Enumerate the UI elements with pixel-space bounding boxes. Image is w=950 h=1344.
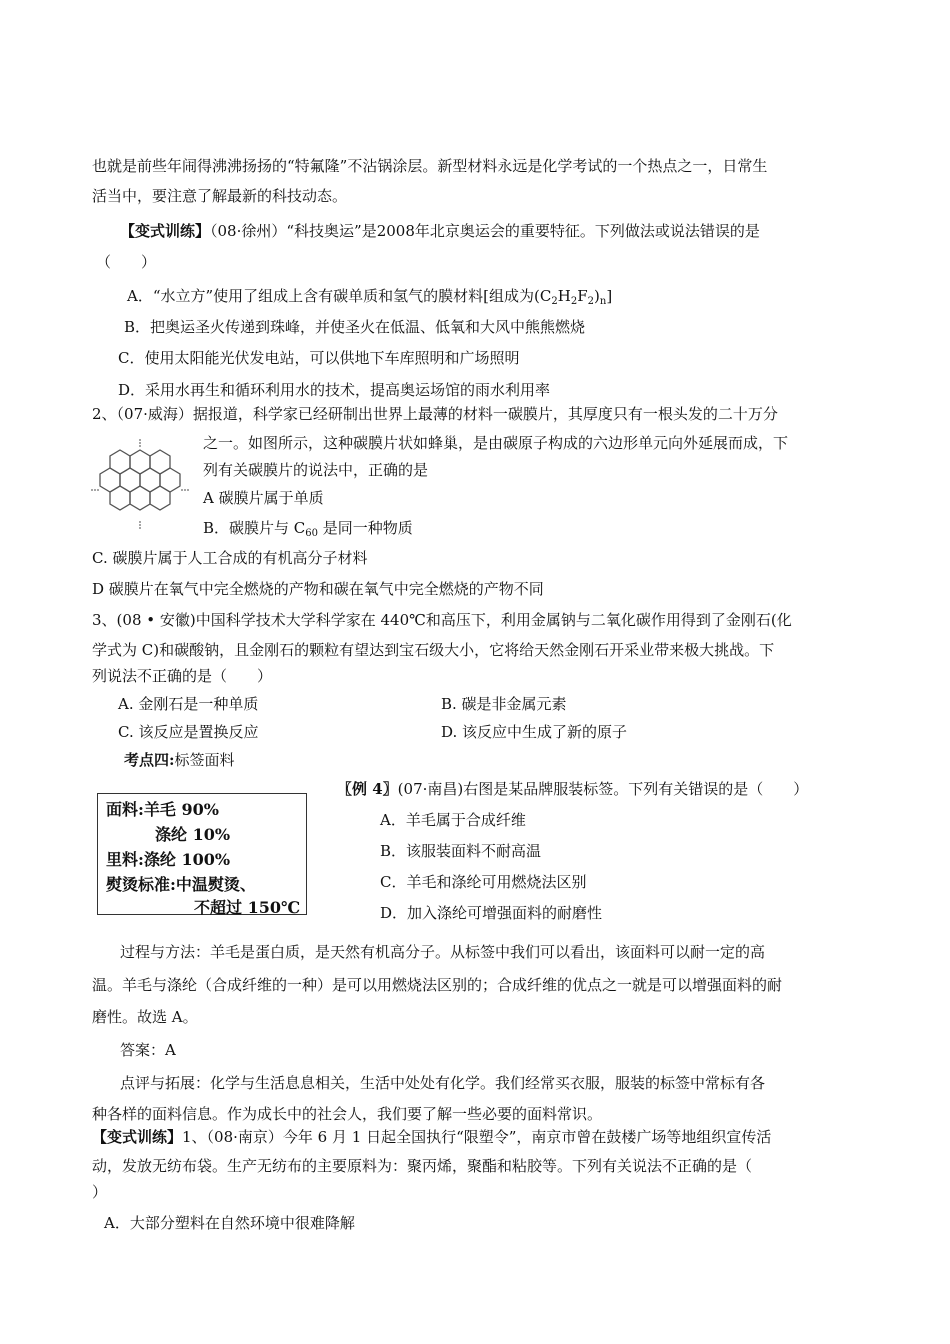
variant1-option-d: D．采用水再生和循环利用水的技术，提高奥运场馆的雨水利用率 <box>118 381 551 399</box>
variant1-option-a: A．“水立方”使用了组成上含有碳单质和氢气的膜材料[组成为$(C_2H_2F_2)_n$] <box>127 287 613 307</box>
variant2-line-2: 动，发放无纺布袋。生产无纺布的主要原料为：聚丙烯，聚酯和粘胶等。下列有关说法不正确的是（ <box>92 1157 753 1175</box>
comment-line-2: 种各样的面料信息。作为成长中的社会人，我们要了解一些必要的面料常识。 <box>92 1105 603 1123</box>
example4-stem: 〖例 4〗(07·南昌)右图是某品牌服装标签。下列有关错误的是（ ） <box>337 780 809 798</box>
variant2-line-3: ） <box>92 1183 108 1201</box>
example4-option-c: C．羊毛和涤纶可用燃烧法区别 <box>380 873 587 891</box>
q3-option-a: A. 金刚石是一种单质 <box>118 695 259 713</box>
process-line-1: 过程与方法：羊毛是蛋白质，是天然有机高分子。从标签中我们可以看出，该面料可以耐一定的高 <box>120 943 766 961</box>
variant1-option-c: C．使用太阳能光伏发电站，可以供地下车库照明和广场照明 <box>118 349 520 367</box>
label-row-3b: 不超过 150℃ <box>194 898 301 917</box>
q3-line-1: 3、(08 • 安徽)中国科学技术大学科学家在 440℃和高压下，利用金属钠与二氧化碳作用得到了金刚石(化 <box>92 611 792 629</box>
variant1-option-b: B．把奥运圣火传递到珠峰，并使圣火在低温、低氧和大风中熊熊燃烧 <box>124 318 586 336</box>
q3-option-d: D. 该反应中生成了新的原子 <box>441 723 628 741</box>
variant1-paren: （ ） <box>96 253 157 271</box>
intro-line-2: 活当中，要注意了解最新的科技动态。 <box>92 187 348 205</box>
q2-line-1: 2、（07·威海）据报道，科学家已经研制出世界上最薄的材料一碳膜片，其厚度只有一根头发的二十万分 <box>92 405 778 423</box>
process-line-3: 磨性。故选 A。 <box>92 1008 198 1026</box>
example4-option-d: D．加入涤纶可增强面料的耐磨性 <box>380 904 603 922</box>
fabric-label-image <box>97 793 307 915</box>
label-row-1: 面料:羊毛 90% <box>106 800 219 819</box>
honeycomb-figure <box>90 436 190 536</box>
q3-option-c: C. 该反应是置换反应 <box>118 723 259 741</box>
q3-line-3: 列说法不正确的是（ ） <box>92 667 273 685</box>
variant2-option-a: A．大部分塑料在自然环境中很难降解 <box>104 1214 355 1232</box>
q3-option-b: B. 碳是非金属元素 <box>441 695 567 713</box>
variant1-tag: 【变式训练】 <box>120 222 211 240</box>
intro-line-1: 也就是前些年闹得沸沸扬扬的“特氟隆”不沾锅涂层。新型材料永远是化学考试的一个热点之一，日常生 <box>92 157 768 175</box>
example4-option-a: A．羊毛属于合成纤维 <box>380 811 526 829</box>
variant1-stem: （08·徐州）“科技奥运”是2008年北京奥运会的重要特征。下列做法或说法错误的是 <box>210 222 760 240</box>
q2-option-c: C. 碳膜片属于人工合成的有机高分子材料 <box>92 549 368 567</box>
q2-line-2: 之一。如图所示，这种碳膜片状如蜂巢，是由碳原子构成的六边形单元向外延展而成，下 <box>203 434 789 452</box>
label-row-1b: 涤纶 10% <box>155 825 231 844</box>
q2-line-3: 列有关碳膜片的说法中，正确的是 <box>203 461 429 479</box>
process-line-2: 温。羊毛与涤纶（合成纤维的一种）是可以用燃烧法区别的；合成纤维的优点之一就是可以增强面料的耐 <box>92 976 783 994</box>
q3-line-2: 学式为 C)和碳酸钠，且金刚石的颗粒有望达到宝石级大小，它将给天然金刚石开采业带来极大挑战。下 <box>92 641 775 659</box>
section-heading: 考点四:标签面料 <box>124 751 235 769</box>
q2-option-b: B．碳膜片与 $C_{60}$ 是同一种物质 <box>203 519 413 539</box>
variant2-line-1: 【变式训练】1、（08·南京）今年 6 月 1 日起全国执行“限塑令”，南京市曾在鼓楼广场等地组织宣传活 <box>92 1128 772 1146</box>
q2-option-d: D 碳膜片在氧气中完全燃烧的产物和碳在氧气中完全燃烧的产物不同 <box>92 580 544 598</box>
comment-line-1: 点评与拓展：化学与生活息息相关，生活中处处有化学。我们经常买衣服，服装的标签中常标有各 <box>120 1074 766 1092</box>
variant1-stem-line <box>120 221 760 241</box>
answer-line: 答案：A <box>120 1041 176 1059</box>
label-row-3: 熨烫标准:中温熨烫、 <box>106 875 256 894</box>
q2-option-a: A 碳膜片属于单质 <box>203 489 324 507</box>
label-row-2: 里料:涤纶 100% <box>106 850 231 869</box>
example4-option-b: B．该服装面料不耐高温 <box>380 842 542 860</box>
